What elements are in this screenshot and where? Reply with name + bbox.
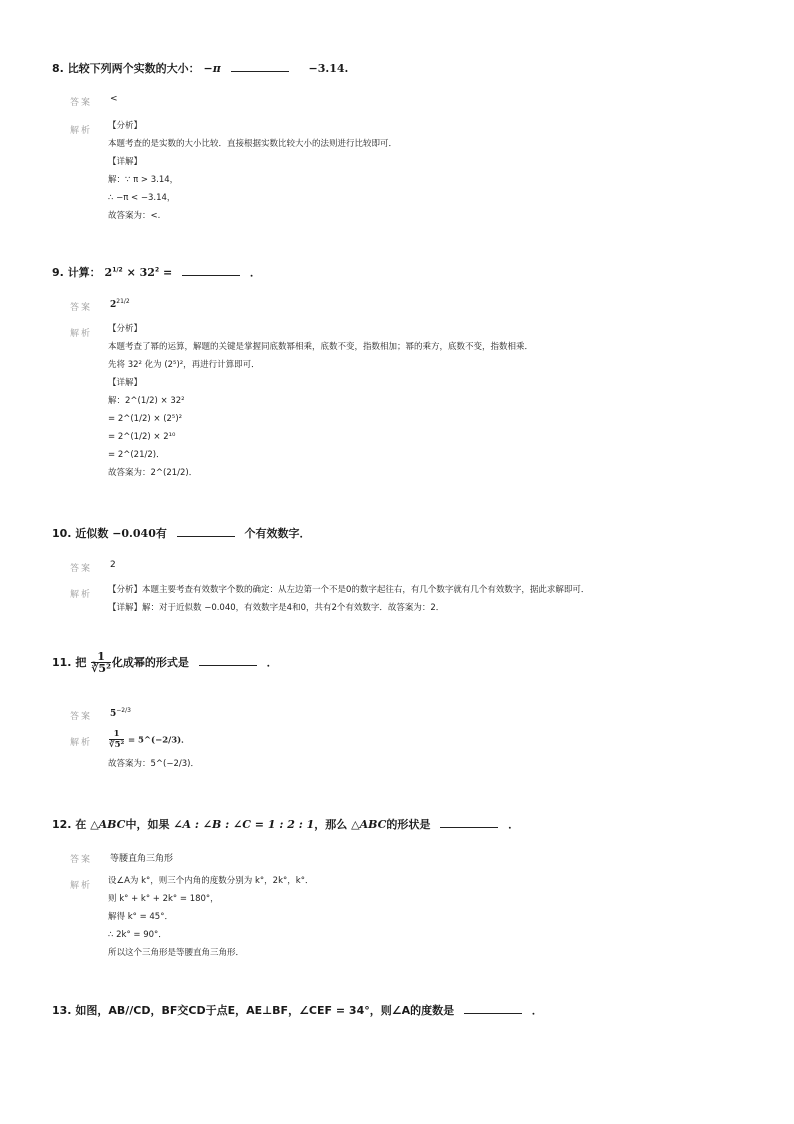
answer-blank [182, 265, 240, 276]
math-expression: ∠A : ∠B : ∠C = 1 : 2 : 1 [173, 818, 315, 831]
fraction [91, 652, 111, 674]
answer-label: 答案 [70, 303, 93, 313]
analysis-label: 解析 [70, 590, 93, 600]
answer-label: 答案 [70, 855, 93, 865]
answer-label: 答案 [70, 712, 93, 722]
analysis-line: 则 k° + k° + 2k° = 180°， [108, 894, 219, 904]
analysis-line: = 2^(1/2) × (2⁵)² [108, 414, 183, 424]
answer-label: 答案 [70, 564, 93, 574]
analysis-line: 故答案为：2^(21/2)． [108, 468, 198, 478]
answer-exponent: 21/2 [116, 298, 130, 305]
question-stem: 比较下列两个实数的大小： [67, 62, 200, 75]
fraction-denominator: ∛5² [109, 740, 125, 750]
answer-exponent: −2/3 [116, 707, 131, 714]
analysis-label: 解析 [70, 738, 93, 748]
answer-value [110, 707, 131, 719]
answer-blank [440, 817, 498, 828]
analysis-line: 【分析】本题主要考查有效数字个数的确定：从左边第一个不是0的数字起往右，有几个数字就有几个有效数字，据此求解即可． [108, 585, 590, 595]
analysis-equation [108, 729, 190, 751]
math-expression: △ABC [90, 818, 126, 831]
question-number: 11. [52, 656, 72, 669]
question-number: 8. [52, 62, 64, 75]
math-expression: △ABC [351, 818, 387, 831]
answer-base: 2 [110, 300, 117, 310]
analysis-line: 解得 k° = 45°． [108, 912, 173, 922]
answer-label: 答案 [70, 98, 93, 108]
answer-blank [231, 61, 289, 72]
question-stem: 近似数 [75, 527, 109, 540]
math-expression: −π [203, 62, 221, 75]
analysis-equation-tail: = 5^(−2/3)． [127, 735, 190, 746]
analysis-line: 故答案为：<. [108, 211, 161, 221]
fraction-numerator: 1 [91, 652, 111, 663]
math-exponent: 1/2 [112, 266, 123, 274]
math-exponent: 2 [154, 266, 160, 274]
answer-blank [177, 526, 235, 537]
analysis-line: 解：2^(1/2) × 32² [108, 396, 185, 406]
question-stem: 在 [75, 818, 87, 831]
question-13 [52, 1002, 543, 1018]
analysis-line: 【分析】 [108, 324, 143, 334]
math-operator: = [162, 266, 173, 279]
analysis-line: 设∠A为 k°，则三个内角的度数分别为 k°，2k°，k°． [108, 876, 314, 886]
answer-value: 等腰直角三角形 [110, 854, 174, 864]
math-base: 2 [104, 266, 113, 279]
analysis-line: 【详解】 [108, 378, 143, 388]
question-stem: 化成幂的形式是 [111, 656, 189, 669]
analysis-label: 解析 [70, 126, 93, 136]
analysis-line: 本题考查的是实数的大小比较．直接根据实数比较大小的法则进行比较即可． [108, 139, 398, 149]
question-9 [52, 264, 261, 280]
question-tail: ． [249, 266, 261, 279]
answer-value: 2 [110, 560, 116, 570]
question-stem: 中，如果 [125, 818, 170, 831]
analysis-line: 【分析】 [108, 121, 143, 131]
analysis-line: 所以这个三角形是等腰直角三角形． [108, 948, 245, 958]
analysis-line: 故答案为：5^(−2/3)． [108, 759, 199, 769]
math-base: 32 [139, 266, 155, 279]
analysis-line: 解：∵ π > 3.14， [108, 175, 179, 185]
analysis-line: 本题考查了幂的运算，解题的关键是掌握同底数幂相乘，底数不变，指数相加；幂的乘方，底数不变，指数相乘． [108, 342, 534, 352]
analysis-line: ∴ −π < −3.14， [108, 193, 176, 203]
question-stem: 有 [155, 527, 167, 540]
question-number: 13. [52, 1004, 72, 1017]
analysis-line: = 2^(1/2) × 2¹⁰ [108, 432, 176, 442]
answer-blank [464, 1003, 522, 1014]
analysis-line: 先将 32² 化为 (2⁵)²，再进行计算即可． [108, 360, 260, 370]
fraction [109, 729, 124, 751]
math-expression: −0.040 [112, 527, 156, 540]
question-stem: 计算： [67, 266, 101, 279]
answer-value [110, 298, 130, 310]
analysis-line: 【详解】 [108, 157, 143, 167]
analysis-label: 解析 [70, 329, 93, 339]
answer-value: < [110, 94, 118, 104]
question-8 [52, 60, 348, 76]
question-stem: 如图，AB//CD，BF交CD于点E，AE⊥BF，∠CEF = 34°，则∠A的度数是 [75, 1004, 455, 1017]
question-stem: 的形状是 [386, 818, 431, 831]
math-expression: −3.14. [308, 62, 349, 75]
question-tail: ． [531, 1004, 543, 1017]
question-stem: ，那么 [314, 818, 348, 831]
question-number: 10. [52, 527, 72, 540]
math-operator: × [126, 266, 136, 279]
question-11 [52, 652, 278, 674]
question-tail: ． [508, 818, 520, 831]
question-10 [52, 525, 311, 541]
question-stem: 个有效数字． [244, 527, 311, 540]
fraction-denominator: ∛5² [91, 662, 111, 675]
answer-blank [199, 655, 257, 666]
answer-base: 5 [110, 709, 117, 719]
question-number: 9. [52, 266, 64, 279]
question-number: 12. [52, 818, 72, 831]
question-12 [52, 816, 519, 832]
question-stem: 把 [75, 656, 87, 669]
analysis-line: 【详解】解：对于近似数 −0.040，有效数字是4和0，共有2个有效数字．故答案为：2． [108, 603, 445, 613]
analysis-line: ∴ 2k° = 90°． [108, 930, 167, 940]
fraction-numerator: 1 [109, 729, 124, 740]
question-tail: ． [266, 656, 278, 669]
analysis-line: = 2^(21/2)． [108, 450, 165, 460]
analysis-label: 解析 [70, 881, 93, 891]
